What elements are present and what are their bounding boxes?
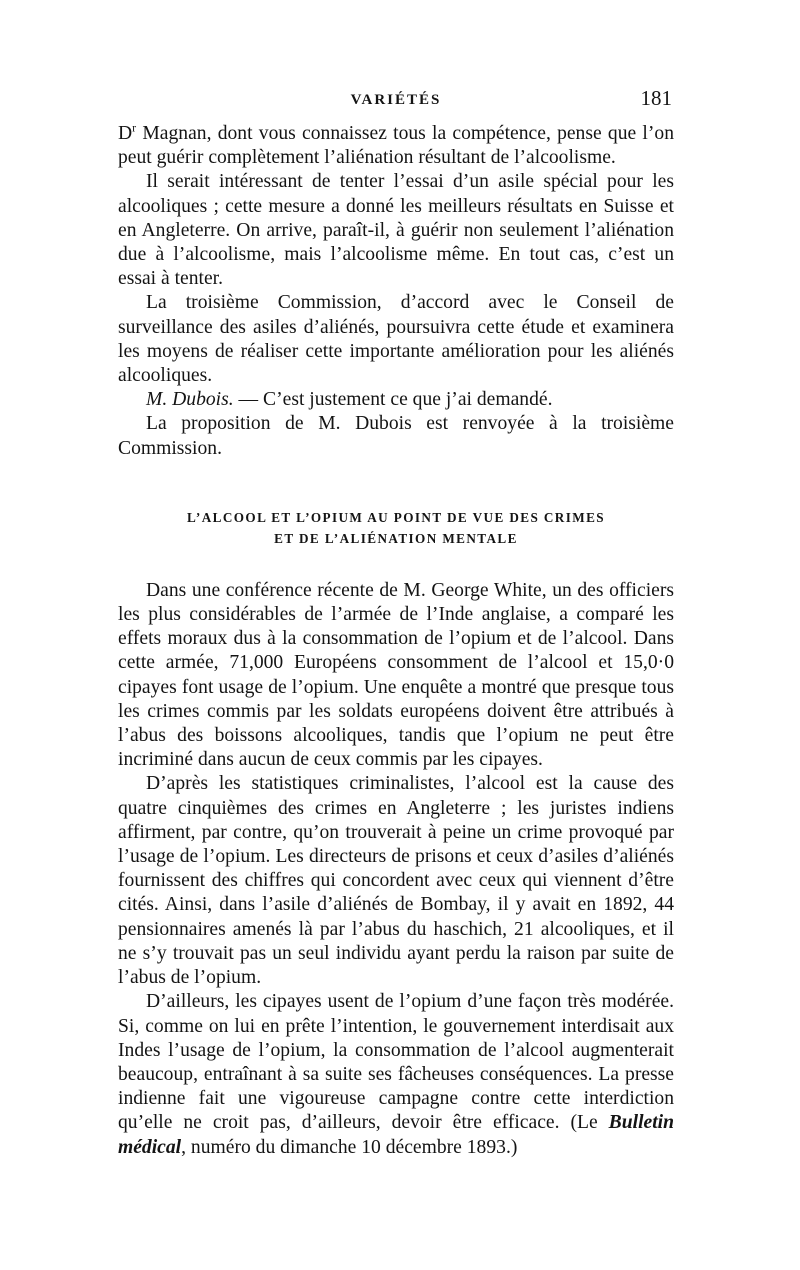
paragraph-magnan-text: Magnan, dont vous connaissez tous la compétence, pense que l’on peut guérir complètement l’aliénation résultant de l’alcoolisme.	[118, 123, 674, 169]
page	[118, 88, 674, 1160]
section-heading-line-2: ET DE L’ALIÉNATION MENTALE	[274, 530, 518, 546]
paragraph-dubois-reply	[118, 388, 674, 412]
speaker-text: — C’est justement ce que j’ai demandé.	[233, 389, 553, 411]
doctor-title: D	[118, 123, 133, 144]
paragraph-cipayes	[118, 990, 674, 1159]
source-citation: , numéro du dimanche 10 décembre 1893.)	[181, 1136, 518, 1158]
section-heading	[118, 507, 674, 549]
section-heading-line-1: L’ALCOOL ET L’OPIUM AU POINT DE VUE DES CRIMES	[186, 509, 606, 525]
page-number: 181	[640, 86, 672, 110]
running-header	[118, 88, 674, 122]
paragraph-statistiques: D’après les statistiques criminalistes, l’alcool est la cause des quatre cinquièmes des crimes en Angleterre ; les juristes indiens affirment, par contre, qu’on trouverait à peine un crime provoqué par l’usage de l’opium. Les directeurs de prisons et ceux d’asiles d’aliénés fournissent des chiffres qui concordent avec ceux qui viennent d’être cités. Ainsi, dans l’asile d’aliénés de Bombay, il y avait en 1892, 44 pensionnaires amenés là par l’abus du haschich, 21 alcooliques, et il ne s’y trouvait pas un seul individu ayant perdu la raison par suite de l’abus de l’opium.	[118, 773, 674, 989]
running-title: VARIÉTÉS	[350, 92, 442, 108]
speaker-name: M. Dubois.	[146, 389, 234, 411]
paragraph-asile-special: Il serait intéressant de tenter l’essai d’un asile spécial pour les alcooliques ; cette mesure a donné les meilleurs résultats en Suisse et en Angleterre. On arrive, paraît-il, à guérir non seulement l’aliénation due à l’alcoolisme, mais l’alcoolisme même. En tout cas, c’est un essai à tenter.	[118, 171, 674, 290]
paragraph-troisieme-commission: La troisième Commission, d’accord avec le Conseil de surveillance des asiles d’aliénés, poursuivra cette étude et examinera les moyens de réaliser cette importante amélioration pour les aliénés alcooliques.	[118, 292, 674, 387]
paragraph-conference: Dans une conférence récente de M. George White, un des officiers les plus considérables de l’armée de l’Inde anglaise, a comparé les effets moraux dus à la consommation de l’opium et de l’alcool. Dans cette armée, 71,000 Européens consomment de l’alcool et 15,0·0 cipayes font usage de l’opium. Une enquête a montré que presque tous les crimes commis par les soldats européens doivent être attribués à l’abus des boissons alcooliques, tandis que l’opium ne peut être incriminé dans aucun de ceux commis par les cipayes.	[118, 579, 674, 771]
source-title: Bulletin médical	[118, 1112, 674, 1158]
doctor-title-superscript: r	[132, 120, 137, 135]
paragraph-magnan	[118, 122, 674, 170]
paragraph-proposition: La proposition de M. Dubois est renvoyée à la troisième Commission.	[118, 413, 674, 459]
paragraph-cipayes-text: D’ailleurs, les cipayes usent de l’opium d’une façon très modérée. Si, comme on lui en prête l’intention, le gouvernement interdisait aux Indes l’usage de l’opium, la consommation de l’alcool augmenterait beaucoup, entraînant à sa suite ses fâcheuses conséquences. La presse indienne fait une vigoureuse campagne contre cette interdiction qu’elle ne croit pas, d’ailleurs, devoir être efficace. (Le	[118, 991, 674, 1134]
